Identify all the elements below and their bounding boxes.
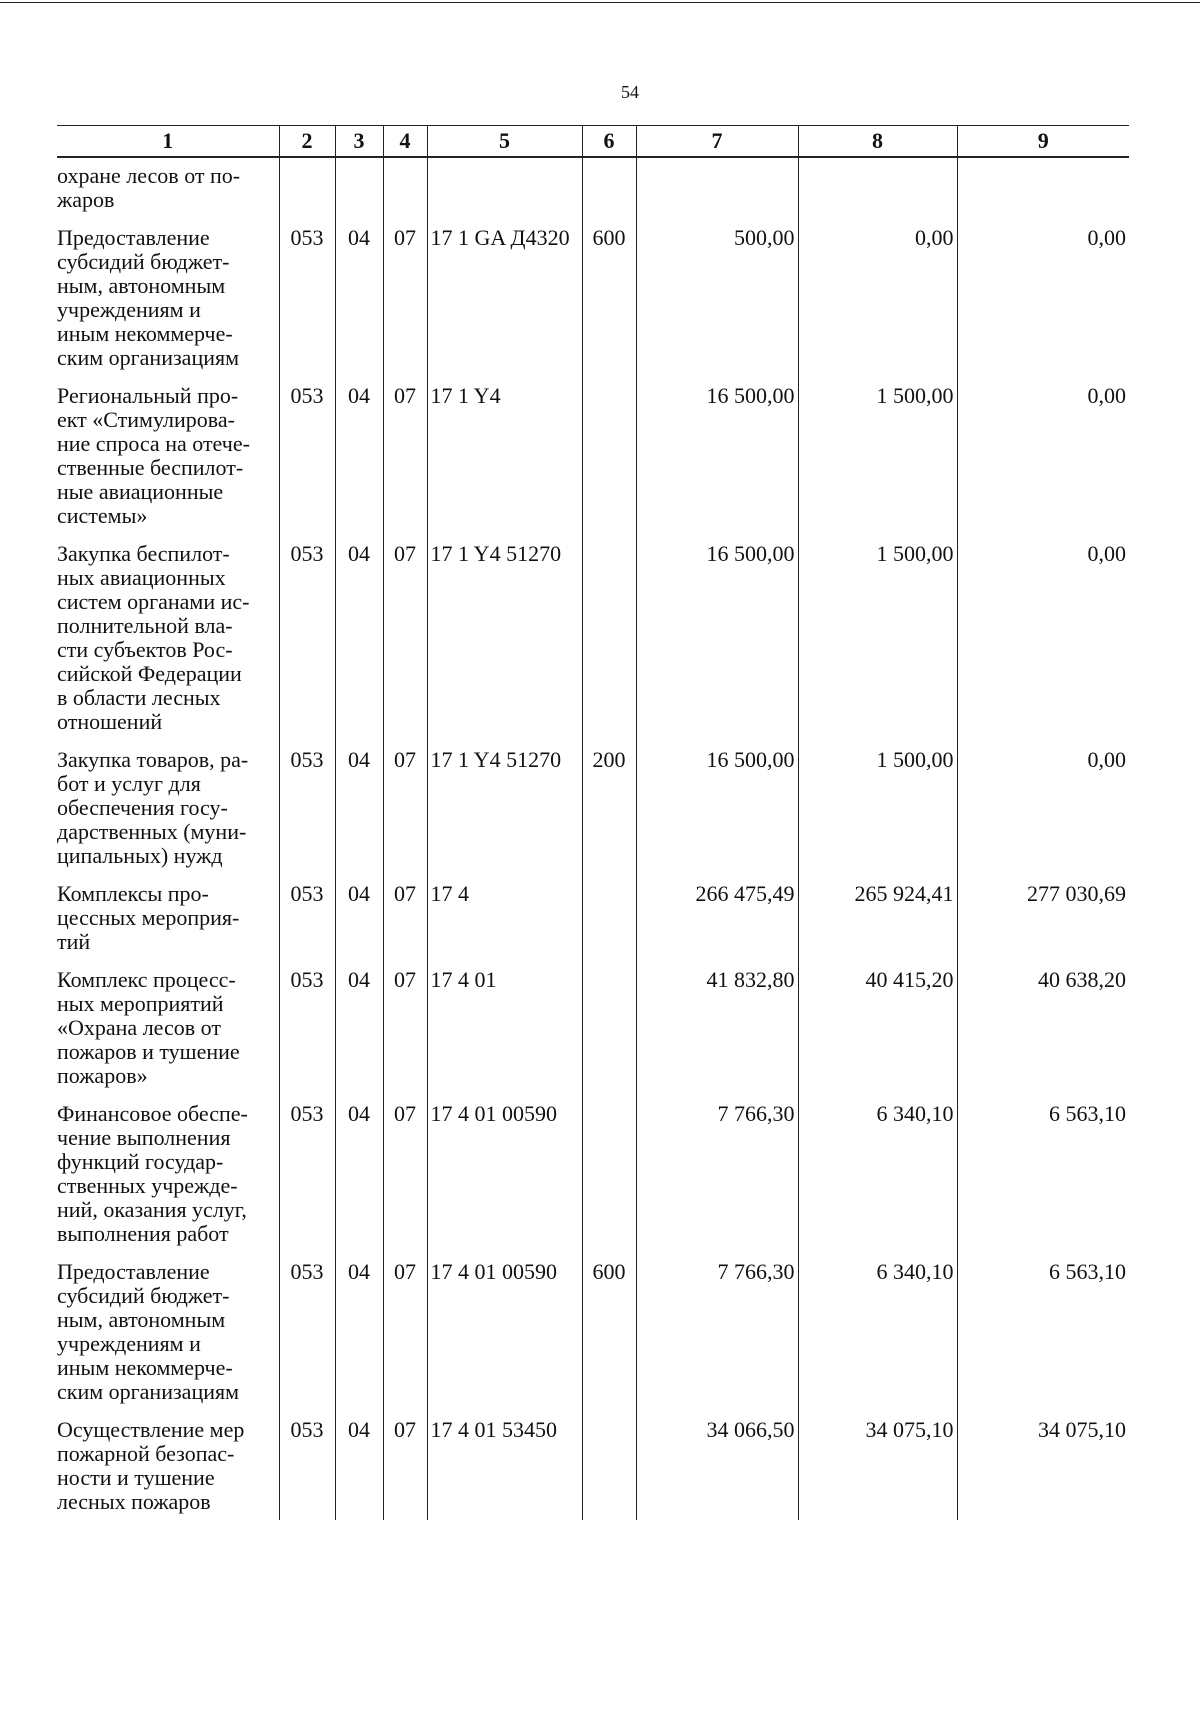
cell-expense-type bbox=[582, 157, 636, 218]
cell-subsection: 07 bbox=[383, 1410, 427, 1520]
col-header-7: 7 bbox=[636, 126, 798, 158]
cell-section bbox=[335, 157, 383, 218]
cell-target-article: 17 4 01 bbox=[427, 960, 582, 1094]
item-name-line: ных мероприятий bbox=[57, 991, 224, 1016]
col-header-4: 4 bbox=[383, 126, 427, 158]
cell-item-name bbox=[57, 376, 279, 534]
cell-amount-year-1: 7 766,30 bbox=[636, 1094, 798, 1252]
cell-ministry-code: 053 bbox=[279, 874, 335, 960]
item-name-line: дарственных (муни- bbox=[57, 819, 247, 844]
item-name-line: системы» bbox=[57, 503, 148, 528]
cell-ministry-code: 053 bbox=[279, 1410, 335, 1520]
cell-amount-year-2: 1 500,00 bbox=[798, 740, 957, 874]
item-name-line: чение выполнения bbox=[57, 1125, 231, 1150]
item-name-line: Осуществление мер bbox=[57, 1417, 245, 1442]
cell-amount-year-2: 1 500,00 bbox=[798, 534, 957, 740]
cell-expense-type bbox=[582, 960, 636, 1094]
cell-expense-type: 600 bbox=[582, 218, 636, 376]
table-row bbox=[57, 534, 1129, 740]
cell-section: 04 bbox=[335, 218, 383, 376]
table-row bbox=[57, 740, 1129, 874]
item-name-line: отношений bbox=[57, 709, 163, 734]
item-name-line: ект «Стимулирова- bbox=[57, 407, 235, 432]
item-name-line: ние спроса на отече- bbox=[57, 431, 250, 456]
item-name-line: Комплексы про- bbox=[57, 881, 209, 906]
cell-item-name bbox=[57, 1410, 279, 1520]
cell-target-article: 17 1 Y4 51270 bbox=[427, 534, 582, 740]
cell-expense-type: 600 bbox=[582, 1252, 636, 1410]
table-row bbox=[57, 1252, 1129, 1410]
cell-amount-year-2: 6 340,10 bbox=[798, 1252, 957, 1410]
item-name-line: ний, оказания услуг, bbox=[57, 1197, 247, 1222]
cell-amount-year-1: 500,00 bbox=[636, 218, 798, 376]
item-name-line: Закупка беспилот- bbox=[57, 541, 230, 566]
header-row bbox=[57, 126, 1129, 158]
cell-item-name bbox=[57, 740, 279, 874]
item-name-line: функций государ- bbox=[57, 1149, 224, 1174]
cell-item-name bbox=[57, 1252, 279, 1410]
item-name-line: ных авиационных bbox=[57, 565, 226, 590]
table-row bbox=[57, 874, 1129, 960]
cell-amount-year-1: 16 500,00 bbox=[636, 534, 798, 740]
item-name-line: ственных учрежде- bbox=[57, 1173, 238, 1198]
page-number: 54 bbox=[621, 82, 639, 102]
cell-target-article: 17 1 GA Д4320 bbox=[427, 218, 582, 376]
cell-target-article bbox=[427, 157, 582, 218]
item-name-line: полнительной вла- bbox=[57, 613, 233, 638]
table-row bbox=[57, 960, 1129, 1094]
item-name-line: жаров bbox=[57, 187, 115, 212]
item-name-line: ципальных) нужд bbox=[57, 843, 223, 868]
cell-amount-year-3: 0,00 bbox=[957, 376, 1129, 534]
col-header-8: 8 bbox=[798, 126, 957, 158]
col-header-2: 2 bbox=[279, 126, 335, 158]
item-name-line: субсидий бюджет- bbox=[57, 1283, 230, 1308]
cell-amount-year-3: 277 030,69 bbox=[957, 874, 1129, 960]
table-row bbox=[57, 376, 1129, 534]
cell-item-name bbox=[57, 218, 279, 376]
cell-section: 04 bbox=[335, 874, 383, 960]
cell-amount-year-2: 0,00 bbox=[798, 218, 957, 376]
table-row bbox=[57, 1094, 1129, 1252]
cell-amount-year-1: 7 766,30 bbox=[636, 1252, 798, 1410]
table-body bbox=[57, 157, 1129, 1520]
item-name-line: цессных мероприя- bbox=[57, 905, 240, 930]
cell-ministry-code: 053 bbox=[279, 1094, 335, 1252]
cell-expense-type bbox=[582, 1410, 636, 1520]
item-name-line: пожаров и тушение bbox=[57, 1039, 240, 1064]
cell-amount-year-1: 266 475,49 bbox=[636, 874, 798, 960]
cell-amount-year-2: 1 500,00 bbox=[798, 376, 957, 534]
cell-expense-type bbox=[582, 376, 636, 534]
cell-expense-type bbox=[582, 1094, 636, 1252]
col-header-6: 6 bbox=[582, 126, 636, 158]
cell-amount-year-3: 0,00 bbox=[957, 740, 1129, 874]
cell-ministry-code: 053 bbox=[279, 960, 335, 1094]
cell-amount-year-1 bbox=[636, 157, 798, 218]
cell-subsection: 07 bbox=[383, 218, 427, 376]
item-name-line: систем органами ис- bbox=[57, 589, 250, 614]
item-name-line: субсидий бюджет- bbox=[57, 249, 230, 274]
cell-section: 04 bbox=[335, 1410, 383, 1520]
budget-table bbox=[57, 125, 1129, 1520]
cell-amount-year-2: 40 415,20 bbox=[798, 960, 957, 1094]
item-name-line: ным, автономным bbox=[57, 1307, 226, 1332]
item-name-line: ные авиационные bbox=[57, 479, 224, 504]
table-row bbox=[57, 1410, 1129, 1520]
cell-subsection: 07 bbox=[383, 874, 427, 960]
cell-amount-year-3: 0,00 bbox=[957, 534, 1129, 740]
cell-subsection: 07 bbox=[383, 740, 427, 874]
cell-section: 04 bbox=[335, 960, 383, 1094]
cell-item-name bbox=[57, 157, 279, 218]
cell-item-name bbox=[57, 1094, 279, 1252]
cell-target-article: 17 4 01 00590 bbox=[427, 1252, 582, 1410]
cell-ministry-code: 053 bbox=[279, 376, 335, 534]
cell-amount-year-1: 34 066,50 bbox=[636, 1410, 798, 1520]
cell-subsection: 07 bbox=[383, 1252, 427, 1410]
cell-amount-year-3: 6 563,10 bbox=[957, 1252, 1129, 1410]
cell-ministry-code: 053 bbox=[279, 1252, 335, 1410]
cell-expense-type bbox=[582, 534, 636, 740]
cell-expense-type: 200 bbox=[582, 740, 636, 874]
cell-target-article: 17 1 Y4 bbox=[427, 376, 582, 534]
item-name-line: лесных пожаров bbox=[57, 1489, 211, 1514]
col-header-5: 5 bbox=[427, 126, 582, 158]
table-header bbox=[57, 126, 1129, 158]
cell-amount-year-3: 0,00 bbox=[957, 218, 1129, 376]
top-rule bbox=[0, 2, 1200, 3]
cell-subsection: 07 bbox=[383, 960, 427, 1094]
item-name-line: «Охрана лесов от bbox=[57, 1015, 221, 1040]
cell-subsection bbox=[383, 157, 427, 218]
item-name-line: учреждениям и bbox=[57, 297, 201, 322]
cell-subsection: 07 bbox=[383, 376, 427, 534]
cell-target-article: 17 1 Y4 51270 bbox=[427, 740, 582, 874]
cell-amount-year-3: 40 638,20 bbox=[957, 960, 1129, 1094]
item-name-line: сти субъектов Рос- bbox=[57, 637, 233, 662]
item-name-line: Финансовое обеспе- bbox=[57, 1101, 248, 1126]
item-name-line: охране лесов от по- bbox=[57, 163, 241, 188]
item-name-line: пожарной безопас- bbox=[57, 1441, 235, 1466]
item-name-line: сийской Федерации bbox=[57, 661, 242, 686]
item-name-line: пожаров» bbox=[57, 1063, 148, 1088]
cell-subsection: 07 bbox=[383, 534, 427, 740]
cell-expense-type bbox=[582, 874, 636, 960]
table-row bbox=[57, 218, 1129, 376]
col-header-3: 3 bbox=[335, 126, 383, 158]
cell-ministry-code: 053 bbox=[279, 740, 335, 874]
cell-item-name bbox=[57, 960, 279, 1094]
cell-target-article: 17 4 bbox=[427, 874, 582, 960]
cell-amount-year-1: 41 832,80 bbox=[636, 960, 798, 1094]
item-name-line: Предоставление bbox=[57, 1259, 210, 1284]
item-name-line: выполнения работ bbox=[57, 1221, 229, 1246]
cell-section: 04 bbox=[335, 376, 383, 534]
cell-section: 04 bbox=[335, 1252, 383, 1410]
col-header-1: 1 bbox=[57, 126, 279, 158]
item-name-line: ственные беспилот- bbox=[57, 455, 244, 480]
item-name-line: обеспечения госу- bbox=[57, 795, 228, 820]
cell-target-article: 17 4 01 53450 bbox=[427, 1410, 582, 1520]
item-name-line: ности и тушение bbox=[57, 1465, 215, 1490]
cell-ministry-code bbox=[279, 157, 335, 218]
item-name-line: учреждениям и bbox=[57, 1331, 201, 1356]
item-name-line: иным некоммерче- bbox=[57, 321, 233, 346]
cell-amount-year-1: 16 500,00 bbox=[636, 740, 798, 874]
cell-amount-year-2 bbox=[798, 157, 957, 218]
cell-subsection: 07 bbox=[383, 1094, 427, 1252]
cell-item-name bbox=[57, 534, 279, 740]
item-name-line: Закупка товаров, ра- bbox=[57, 747, 249, 772]
cell-amount-year-2: 6 340,10 bbox=[798, 1094, 957, 1252]
item-name-line: в области лесных bbox=[57, 685, 221, 710]
cell-section: 04 bbox=[335, 1094, 383, 1252]
cell-target-article: 17 4 01 00590 bbox=[427, 1094, 582, 1252]
cell-ministry-code: 053 bbox=[279, 534, 335, 740]
cell-ministry-code: 053 bbox=[279, 218, 335, 376]
cell-item-name bbox=[57, 874, 279, 960]
cell-amount-year-3 bbox=[957, 157, 1129, 218]
cell-amount-year-3: 6 563,10 bbox=[957, 1094, 1129, 1252]
item-name-line: ским организациям bbox=[57, 1379, 240, 1404]
cell-amount-year-3: 34 075,10 bbox=[957, 1410, 1129, 1520]
item-name-line: ным, автономным bbox=[57, 273, 226, 298]
item-name-line: ским организациям bbox=[57, 345, 240, 370]
item-name-line: Комплекс процесс- bbox=[57, 967, 236, 992]
cell-section: 04 bbox=[335, 740, 383, 874]
table-row bbox=[57, 157, 1129, 218]
cell-section: 04 bbox=[335, 534, 383, 740]
cell-amount-year-2: 34 075,10 bbox=[798, 1410, 957, 1520]
item-name-line: Региональный про- bbox=[57, 383, 239, 408]
item-name-line: тий bbox=[57, 929, 91, 954]
cell-amount-year-2: 265 924,41 bbox=[798, 874, 957, 960]
item-name-line: бот и услуг для bbox=[57, 771, 201, 796]
cell-amount-year-1: 16 500,00 bbox=[636, 376, 798, 534]
col-header-9: 9 bbox=[957, 126, 1129, 158]
item-name-line: иным некоммерче- bbox=[57, 1355, 233, 1380]
item-name-line: Предоставление bbox=[57, 225, 210, 250]
